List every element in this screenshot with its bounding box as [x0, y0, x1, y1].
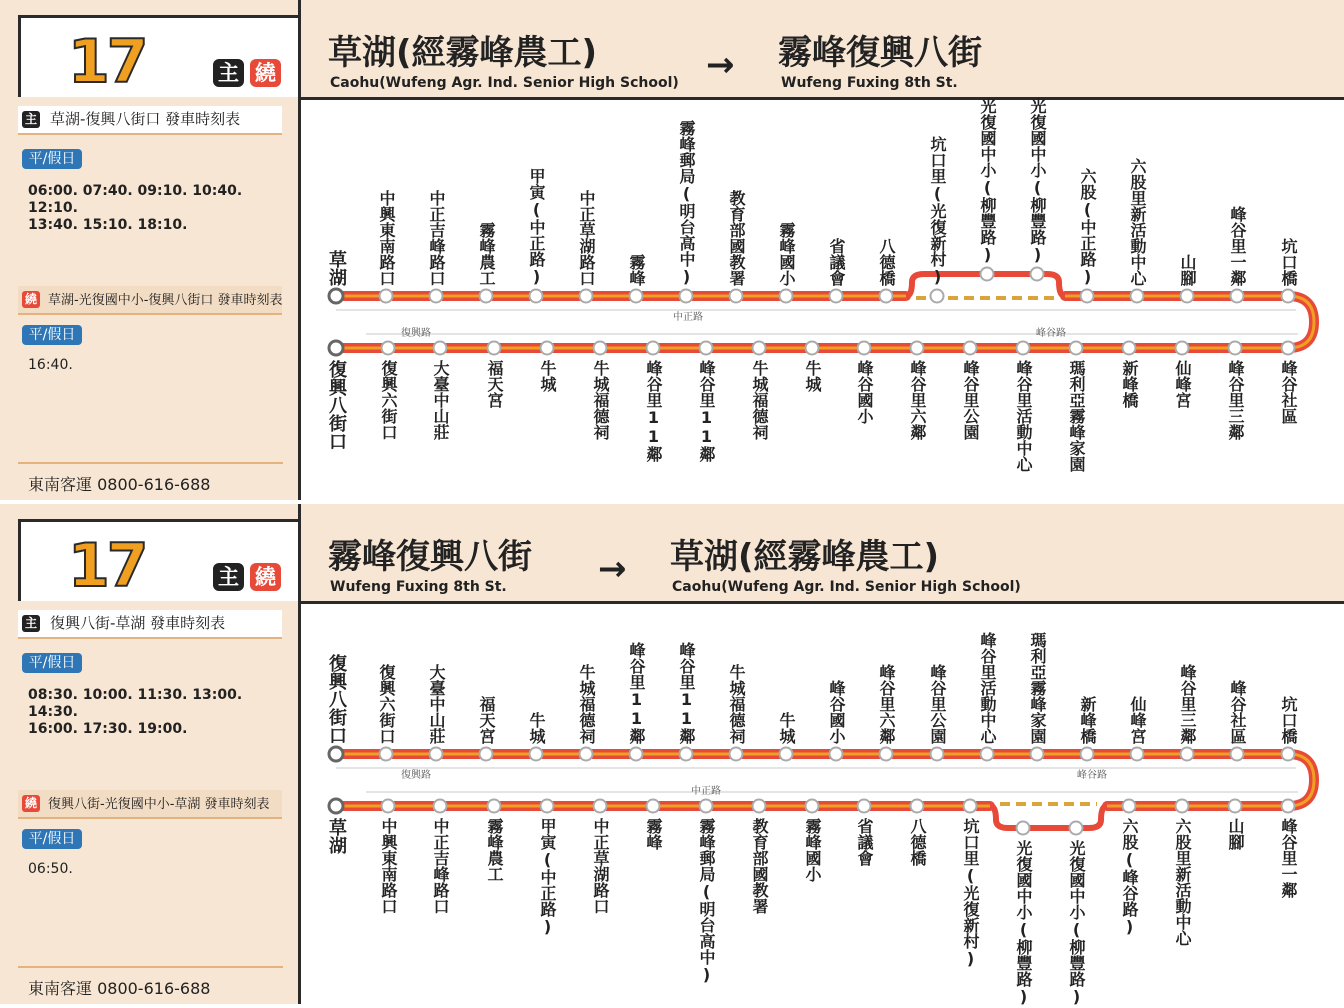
stop-marker — [1070, 342, 1083, 355]
stop-label: 峰谷里一鄰 — [1279, 818, 1298, 898]
main-route-badge: 主 — [213, 59, 244, 87]
road-name: 峰谷路 — [1036, 328, 1066, 339]
stop-marker — [1229, 800, 1242, 813]
stop-label: 光復國中小(柳豐路) — [1028, 98, 1047, 264]
loop-departure-times: 16:40. — [28, 357, 73, 373]
stop-label: 峰谷國小 — [855, 360, 874, 424]
stop-marker — [1081, 748, 1094, 761]
stop-label: 峰谷里公園 — [928, 664, 947, 744]
stop-label: 教育部國教署 — [727, 190, 746, 286]
road-name: 復興路 — [401, 770, 431, 781]
stop-marker — [530, 290, 543, 303]
loop-schedule-title: 復興八街-光復國中小-草湖 發車時刻表 — [48, 797, 270, 812]
stop-label: 峰谷社區 — [1279, 360, 1298, 424]
stop-label: 峰谷里六鄰 — [908, 360, 927, 440]
stop-label: 草湖 — [326, 818, 347, 854]
main-icon: 主 — [22, 615, 40, 632]
main-route-badge: 主 — [213, 563, 244, 591]
stop-label: 六股(中正路) — [1078, 168, 1097, 286]
stop-label: 峰谷里公園 — [961, 360, 980, 440]
road-name: 峰谷路 — [1077, 770, 1107, 781]
stop-marker — [434, 800, 447, 813]
origin-subtitle: Wufeng Fuxing 8th St. — [330, 579, 507, 595]
stop-marker — [647, 342, 660, 355]
stop-label: 仙峰宮 — [1173, 360, 1192, 408]
stop-label: 瑪利亞霧峰家園 — [1067, 360, 1086, 472]
stop-marker — [630, 748, 643, 761]
stop-label: 峰谷里11鄰 — [677, 642, 696, 744]
stop-label: 教育部國教署 — [750, 818, 769, 914]
stop-marker — [580, 290, 593, 303]
stop-marker — [700, 342, 713, 355]
stop-marker — [753, 800, 766, 813]
stop-marker — [430, 290, 443, 303]
stop-marker — [488, 342, 501, 355]
stop-marker — [1176, 800, 1189, 813]
stop-marker — [382, 800, 395, 813]
stop-marker — [580, 748, 593, 761]
route-map — [0, 504, 1344, 1004]
panel-outbound — [0, 0, 1344, 500]
stop-marker — [1081, 290, 1094, 303]
stop-label: 峰谷里活動中心 — [978, 632, 997, 744]
stop-marker — [1070, 822, 1083, 835]
main-departure-times: 06:00. 07:40. 09:10. 10:40. 12:10. 13:40. 15:10. 18:10. — [28, 183, 243, 233]
stop-marker — [858, 342, 871, 355]
stop-label: 八德橋 — [908, 818, 927, 866]
main-schedule-title: 復興八街-草湖 發車時刻表 — [50, 614, 226, 632]
stop-label: 福天宮 — [477, 696, 496, 744]
route-number: 17 — [68, 27, 146, 97]
stop-marker — [964, 342, 977, 355]
stop-marker — [911, 342, 924, 355]
loop-icon: 繞 — [22, 795, 40, 812]
main-schedule-title: 草湖-復興八街口 發車時刻表 — [50, 110, 241, 128]
stop-marker — [753, 342, 766, 355]
stop-label: 峰谷里六鄰 — [877, 664, 896, 744]
stop-label: 牛城福德祠 — [577, 664, 596, 744]
stop-label: 山腳 — [1178, 254, 1197, 286]
destination-title: 霧峰復興八街 — [778, 33, 982, 73]
stop-marker — [1123, 342, 1136, 355]
stop-label: 牛城 — [803, 360, 822, 392]
stop-marker — [830, 748, 843, 761]
stop-marker — [981, 748, 994, 761]
stop-label: 光復國中小(柳豐路) — [1014, 840, 1033, 1006]
stop-marker — [1176, 342, 1189, 355]
stop-label: 大臺中山莊 — [431, 360, 450, 440]
stop-label: 峰谷里11鄰 — [697, 360, 716, 462]
stop-marker — [806, 800, 819, 813]
stop-marker — [594, 800, 607, 813]
destination-subtitle: Wufeng Fuxing 8th St. — [781, 75, 958, 91]
stop-marker — [329, 341, 343, 355]
stop-label: 復興六街口 — [379, 360, 398, 440]
stop-marker — [1131, 748, 1144, 761]
stop-label: 峰谷里11鄰 — [627, 642, 646, 744]
stop-label: 霧峰 — [627, 254, 646, 286]
route-line-inner — [336, 754, 1314, 806]
stop-marker — [1231, 748, 1244, 761]
destination-title: 草湖(經霧峰農工) — [670, 537, 940, 577]
stop-marker — [541, 800, 554, 813]
stop-label: 草湖 — [326, 250, 347, 286]
stop-label: 中興東南路口 — [377, 190, 396, 286]
stop-label: 復興八街口 — [326, 360, 347, 450]
stop-marker — [329, 747, 343, 761]
loop-schedule-title: 草湖-光復國中小-復興八街口 發車時刻表 — [48, 293, 283, 308]
stop-label: 坑口里(光復新村) — [961, 818, 980, 968]
stop-marker — [981, 268, 994, 281]
stop-marker — [1031, 268, 1044, 281]
stop-label: 牛城 — [527, 712, 546, 744]
stop-label: 峰谷國小 — [827, 680, 846, 744]
main-icon: 主 — [22, 111, 40, 128]
loop-route-badge: 繞 — [250, 563, 281, 591]
route-line-outer — [336, 296, 1314, 348]
stop-label: 峰谷里一鄰 — [1228, 206, 1247, 286]
stop-label: 瑪利亞霧峰家園 — [1028, 632, 1047, 744]
stop-label: 霧峰郵局(明台高中) — [697, 818, 716, 984]
stop-marker — [1017, 822, 1030, 835]
stop-label: 峰谷里三鄰 — [1226, 360, 1245, 440]
stop-marker — [730, 290, 743, 303]
detour-line — [990, 806, 1107, 828]
stop-label: 復興六街口 — [377, 664, 396, 744]
stop-marker — [1229, 342, 1242, 355]
stop-label: 省議會 — [855, 818, 874, 866]
stop-marker — [1282, 748, 1295, 761]
stop-label: 霧峰郵局(明台高中) — [677, 120, 696, 286]
route-number: 17 — [68, 531, 146, 601]
stop-marker — [880, 290, 893, 303]
stop-label: 坑口橋 — [1279, 238, 1298, 286]
road-name: 中正路 — [691, 786, 721, 797]
stop-marker — [530, 748, 543, 761]
stop-label: 峰谷里活動中心 — [1014, 360, 1033, 472]
stop-marker — [541, 342, 554, 355]
stop-marker — [680, 290, 693, 303]
stop-marker — [806, 342, 819, 355]
stop-marker — [700, 800, 713, 813]
stop-label: 光復國中小(柳豐路) — [978, 98, 997, 264]
stop-marker — [680, 748, 693, 761]
road-name: 復興路 — [401, 328, 431, 339]
stop-label: 峰谷里三鄰 — [1178, 664, 1197, 744]
loop-day-label: 平/假日 — [22, 829, 82, 849]
stop-marker — [1282, 290, 1295, 303]
stop-label: 牛城福德祠 — [750, 360, 769, 440]
stop-marker — [430, 748, 443, 761]
stop-label: 坑口里(光復新村) — [928, 136, 947, 286]
stop-label: 甲寅(中正路) — [527, 168, 546, 286]
stop-marker — [1282, 800, 1295, 813]
stop-label: 大臺中山莊 — [427, 664, 446, 744]
stop-label: 峰谷里11鄰 — [644, 360, 663, 462]
stop-label: 復興八街口 — [326, 654, 347, 744]
stop-label: 甲寅(中正路) — [538, 818, 557, 936]
stop-marker — [488, 800, 501, 813]
stop-label: 坑口橋 — [1279, 696, 1298, 744]
stop-marker — [382, 342, 395, 355]
stop-marker — [647, 800, 660, 813]
stop-marker — [830, 290, 843, 303]
stop-marker — [1031, 748, 1044, 761]
stop-marker — [1282, 342, 1295, 355]
loop-departure-times: 06:50. — [28, 861, 73, 877]
stop-marker — [434, 342, 447, 355]
stop-label: 牛城 — [777, 712, 796, 744]
road-name: 中正路 — [673, 312, 703, 323]
company-contact: 東南客運 0800-616-688 — [28, 475, 211, 494]
stop-marker — [780, 748, 793, 761]
company-contact: 東南客運 0800-616-688 — [28, 979, 211, 998]
stop-marker — [730, 748, 743, 761]
stop-marker — [1181, 290, 1194, 303]
stop-marker — [329, 799, 343, 813]
stop-marker — [964, 800, 977, 813]
panel-inbound — [0, 504, 1344, 1004]
main-departure-times: 08:30. 10:00. 11:30. 13:00. 14:30. 16:00. 17:30. 19:00. — [28, 687, 243, 737]
stop-label: 霧峰農工 — [485, 818, 504, 882]
stop-marker — [480, 748, 493, 761]
stop-marker — [630, 290, 643, 303]
stop-label: 福天宮 — [485, 360, 504, 408]
destination-subtitle: Caohu(Wufeng Agr. Ind. Senior High School) — [672, 579, 1021, 595]
main-day-label: 平/假日 — [22, 653, 82, 673]
route-line-outer — [336, 754, 1314, 806]
stop-marker — [329, 289, 343, 303]
stop-label: 中正吉峰路口 — [431, 818, 450, 914]
stop-label: 仙峰宮 — [1128, 696, 1147, 744]
stop-label: 牛城福德祠 — [727, 664, 746, 744]
stop-marker — [1017, 342, 1030, 355]
stop-label: 霧峰國小 — [777, 222, 796, 286]
stop-marker — [1181, 748, 1194, 761]
stop-marker — [1231, 290, 1244, 303]
main-day-label: 平/假日 — [22, 149, 82, 169]
stop-marker — [380, 748, 393, 761]
loop-route-badge: 繞 — [250, 59, 281, 87]
stop-label: 六股里新活動中心 — [1128, 158, 1147, 286]
origin-title: 草湖(經霧峰農工) — [328, 33, 598, 73]
stop-label: 山腳 — [1226, 818, 1245, 850]
stop-label: 中正吉峰路口 — [427, 190, 446, 286]
stop-label: 六股里新活動中心 — [1173, 818, 1192, 946]
stop-marker — [858, 800, 871, 813]
stop-label: 中正草湖路口 — [577, 190, 596, 286]
stop-label: 牛城福德祠 — [591, 360, 610, 440]
stop-label: 六股(峰谷路) — [1120, 818, 1139, 936]
stop-marker — [380, 290, 393, 303]
loop-day-label: 平/假日 — [22, 325, 82, 345]
loop-icon: 繞 — [22, 291, 40, 308]
stop-label: 峰谷社區 — [1228, 680, 1247, 744]
stop-marker — [931, 290, 944, 303]
direction-arrow-icon: → — [598, 549, 627, 589]
stop-marker — [1131, 290, 1144, 303]
stop-label: 霧峰農工 — [477, 222, 496, 286]
stop-marker — [780, 290, 793, 303]
stop-label: 省議會 — [827, 238, 846, 286]
stop-marker — [880, 748, 893, 761]
stop-marker — [911, 800, 924, 813]
stop-label: 霧峰 — [644, 818, 663, 850]
stop-label: 中正草湖路口 — [591, 818, 610, 914]
stop-label: 新峰橋 — [1120, 360, 1139, 408]
origin-title: 霧峰復興八街 — [328, 537, 532, 577]
stop-marker — [594, 342, 607, 355]
origin-subtitle: Caohu(Wufeng Agr. Ind. Senior High School) — [330, 75, 679, 91]
route-line-inner — [336, 296, 1314, 348]
stop-label: 霧峰國小 — [803, 818, 822, 882]
stop-label: 新峰橋 — [1078, 696, 1097, 744]
stop-label: 牛城 — [538, 360, 557, 392]
stop-label: 中興東南路口 — [379, 818, 398, 914]
stop-marker — [931, 748, 944, 761]
stop-label: 光復國中小(柳豐路) — [1067, 840, 1086, 1006]
direction-arrow-icon: → — [706, 45, 735, 85]
stop-label: 八德橋 — [877, 238, 896, 286]
stop-marker — [1123, 800, 1136, 813]
stop-marker — [480, 290, 493, 303]
